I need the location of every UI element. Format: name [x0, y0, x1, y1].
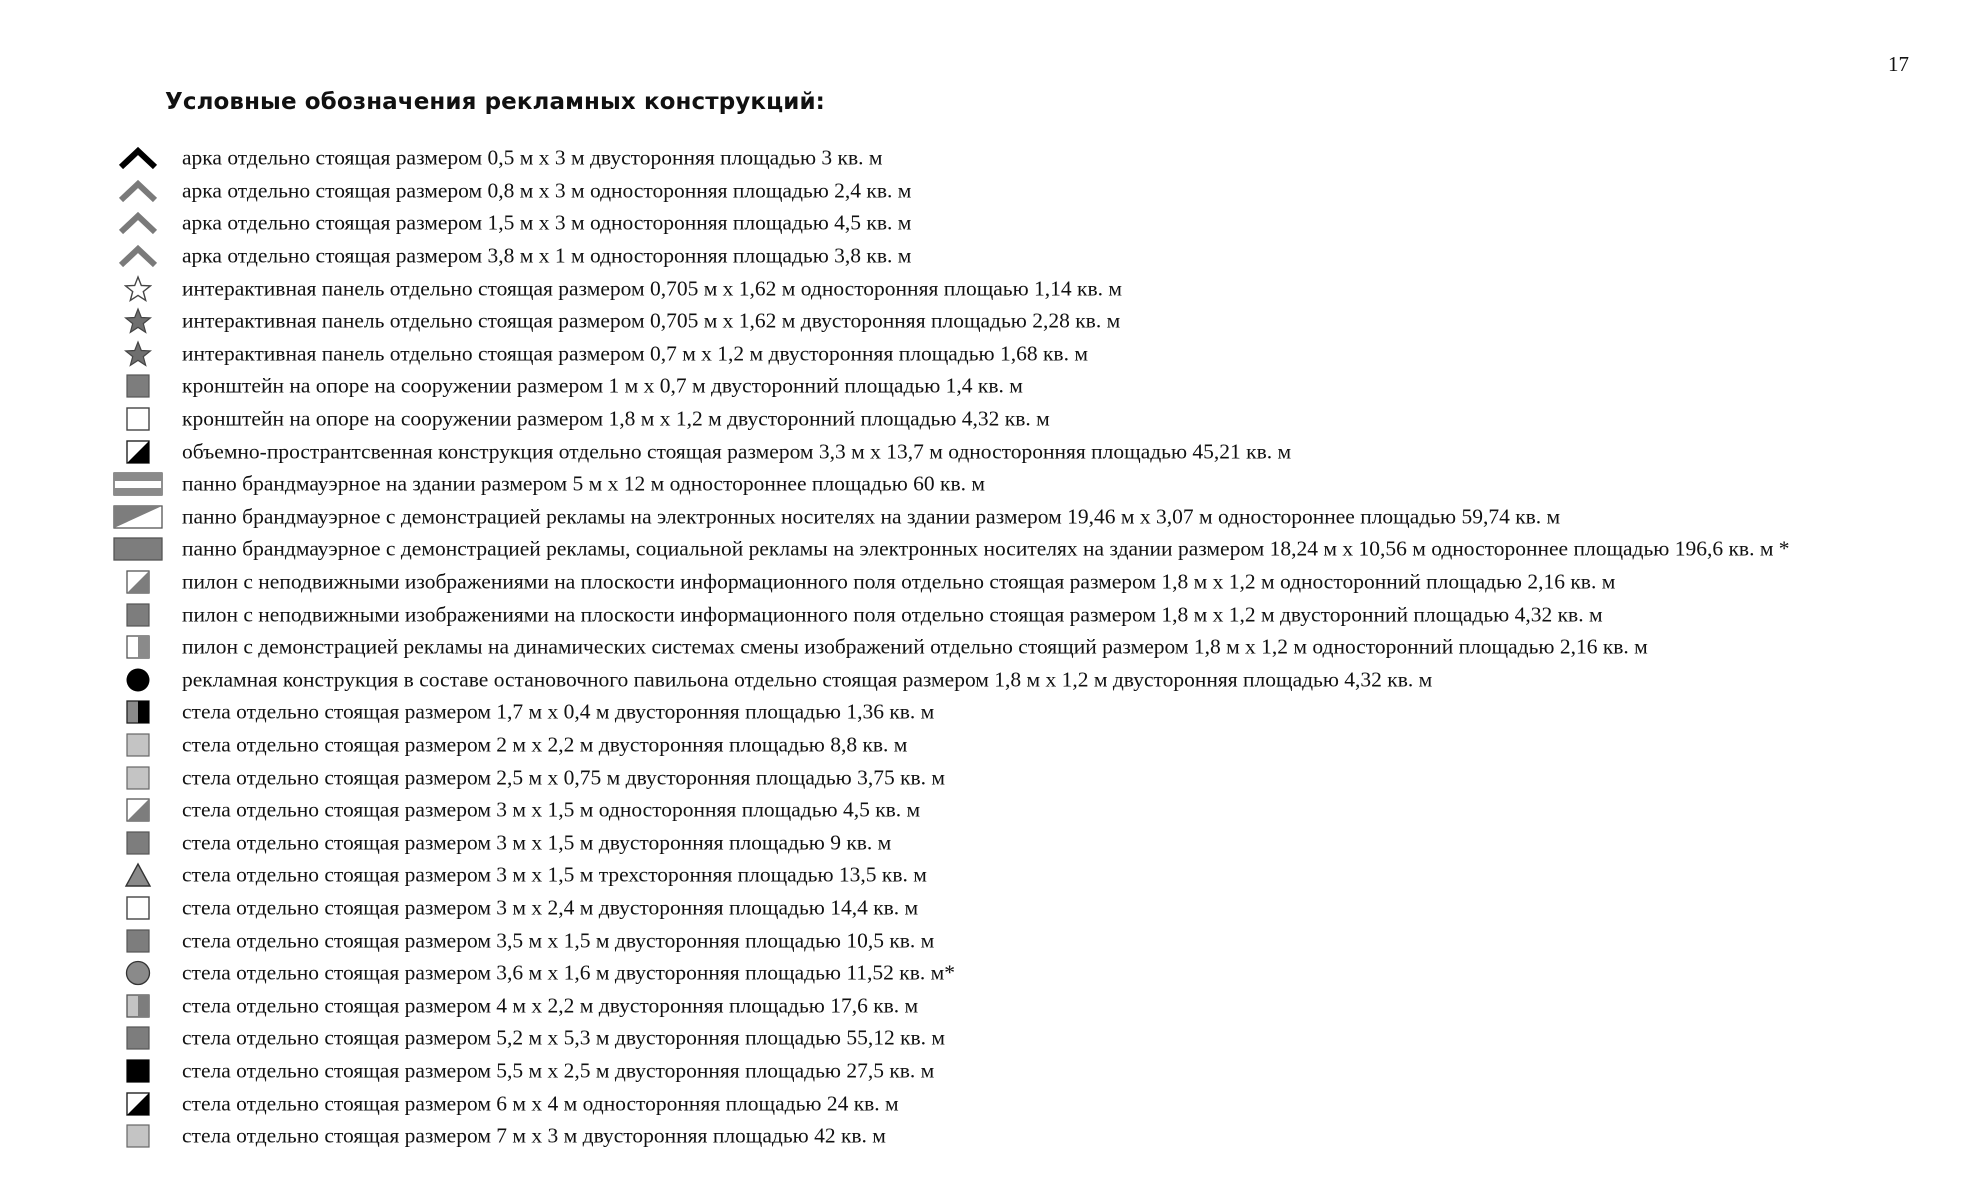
legend-label: стела отдельно стоящая размером 6 м х 4 м односторонняя площадью 24 кв. м	[182, 1091, 899, 1116]
circle-black-icon	[110, 665, 166, 695]
legend-label: рекламная конструкция в составе остановочного павильона отдельно стоящая размером 1,8 м х 1,2 м двусторонняя площадью 4,32 кв. м	[182, 667, 1433, 692]
legend-label: кронштейн на опоре на сооружении размером 1 м х 0,7 м двусторонний площадью 1,4 кв. м	[182, 373, 1023, 398]
arch-chevron-black-icon	[110, 143, 166, 173]
square-light-gray-icon	[110, 1121, 166, 1151]
legend-label: арка отдельно стоящая размером 3,8 м х 1 м односторонняя площадью 3,8 кв. м	[182, 243, 912, 268]
legend-label: стела отдельно стоящая размером 7 м х 3 м двусторонняя площадью 42 кв. м	[182, 1123, 886, 1148]
arch-chevron-gray-icon	[110, 241, 166, 271]
legend-label: стела отдельно стоящая размером 3,6 м х 1,6 м двусторонняя площадью 11,52 кв. м*	[182, 960, 955, 985]
square-diagonal-gray-icon	[110, 567, 166, 597]
square-light-gray-icon	[110, 763, 166, 793]
legend-label: стела отдельно стоящая размером 3 м х 1,5 м односторонняя площадью 4,5 кв. м	[182, 797, 921, 822]
square-diagonal-black-icon	[110, 437, 166, 467]
legend-label: стела отдельно стоящая размером 3 м х 1,5 м трехсторонняя площадью 13,5 кв. м	[182, 862, 927, 887]
legend-label: пилон с демонстрацией рекламы на динамических системах смены изображений отдельно стоящий размером 1,8 м х 1,2 м односторонний площадью 2,16 кв. м	[182, 634, 1648, 659]
square-gray-icon	[110, 371, 166, 401]
legend-label: стела отдельно стоящая размером 3 м х 2,4 м двусторонняя площадью 14,4 кв. м	[182, 895, 919, 920]
rect-banded-icon	[110, 469, 166, 499]
square-diagonal-black-icon	[110, 1089, 166, 1119]
legend-label: панно брандмауэрное на здании размером 5 м х 12 м одностороннее площадью 60 кв. м	[182, 471, 985, 496]
square-black-icon	[110, 1056, 166, 1086]
legend-label: стела отдельно стоящая размером 2 м х 2,2 м двусторонняя площадью 8,8 кв. м	[182, 732, 908, 757]
square-gray-icon	[110, 926, 166, 956]
arch-chevron-gray-icon	[110, 176, 166, 206]
legend-label: стела отдельно стоящая размером 3,5 м х 1,5 м двусторонняя площадью 10,5 кв. м	[182, 928, 935, 953]
triangle-gray-icon	[110, 860, 166, 890]
legend-label: интерактивная панель отдельно стоящая размером 0,705 м х 1,62 м односторонняя площаью 1,14 кв. м	[182, 276, 1122, 301]
legend-label: стела отдельно стоящая размером 1,7 м х 0,4 м двусторонняя площадью 1,36 кв. м	[182, 699, 935, 724]
legend-label: стела отдельно стоящая размером 4 м х 2,2 м двусторонняя площадью 17,6 кв. м	[182, 993, 919, 1018]
legend-label: стела отдельно стоящая размером 3 м х 1,5 м двусторонняя площадью 9 кв. м	[182, 830, 892, 855]
circle-gray-icon	[110, 958, 166, 988]
legend-label: арка отдельно стоящая размером 0,8 м х 3 м односторонняя площадью 2,4 кв. м	[182, 178, 912, 203]
rect-diagonal-icon	[110, 502, 166, 532]
legend-label: стела отдельно стоящая размером 2,5 м х 0,75 м двусторонняя площадью 3,75 кв. м	[182, 765, 946, 790]
legend-label: пилон с неподвижными изображениями на плоскости информационного поля отдельно стоящая размером 1,8 м х 1,2 м односторонний площадью 2,16 кв. м	[182, 569, 1616, 594]
star-outline-icon	[110, 274, 166, 304]
legend-label: кронштейн на опоре на сооружении размером 1,8 м х 1,2 м двусторонний площадью 4,32 кв. м	[182, 406, 1050, 431]
square-diagonal-gray-icon	[110, 795, 166, 825]
legend-title: Условные обозначения рекламных конструкций:	[165, 89, 825, 115]
legend-label: стела отдельно стоящая размером 5,5 м х 2,5 м двусторонняя площадью 27,5 кв. м	[182, 1058, 935, 1083]
legend-label: арка отдельно стоящая размером 1,5 м х 3 м односторонняя площадью 4,5 кв. м	[182, 210, 912, 235]
legend-label: интерактивная панель отдельно стоящая размером 0,705 м х 1,62 м двусторонняя площадью 2,28 кв. м	[182, 308, 1121, 333]
square-half-gray-icon	[110, 632, 166, 662]
arch-chevron-gray-icon	[110, 208, 166, 238]
legend-label: пилон с неподвижными изображениями на плоскости информационного поля отдельно стоящая размером 1,8 м х 1,2 м двусторонний площадью 4,32 кв. м	[182, 602, 1603, 627]
square-white-icon	[110, 404, 166, 434]
legend-label: стела отдельно стоящая размером 5,2 м х 5,3 м двусторонняя площадью 55,12 кв. м	[182, 1025, 946, 1050]
page-number: 17	[1888, 52, 1909, 76]
legend-label: интерактивная панель отдельно стоящая размером 0,7 м х 1,2 м двусторонняя площадью 1,68 кв. м	[182, 341, 1088, 366]
square-half-light-icon	[110, 991, 166, 1021]
square-half-black-icon	[110, 697, 166, 727]
square-gray-icon	[110, 828, 166, 858]
legend-label: панно брандмауэрное с демонстрацией рекламы, социальной рекламы на электронных носителях на здании размером 18,24 м х 10,56 м одностороннее площадью 196,6 кв. м *	[182, 536, 1790, 561]
star-gray-icon	[110, 339, 166, 369]
rect-gray-icon	[110, 534, 166, 564]
square-white-icon	[110, 893, 166, 923]
square-light-gray-icon	[110, 730, 166, 760]
star-gray-icon	[110, 306, 166, 336]
legend-label: панно брандмауэрное с демонстрацией рекламы на электронных носителях на здании размером 19,46 м х 3,07 м одностороннее площадью 59,74 кв. м	[182, 504, 1561, 529]
square-gray-icon	[110, 1023, 166, 1053]
square-gray-icon	[110, 600, 166, 630]
legend-label: объемно-пространтсвенная конструкция отдельно стоящая размером 3,3 м х 13,7 м односторонняя площадью 45,21 кв. м	[182, 439, 1292, 464]
legend-label: арка отдельно стоящая размером 0,5 м х 3 м двусторонняя площадью 3 кв. м	[182, 145, 883, 170]
